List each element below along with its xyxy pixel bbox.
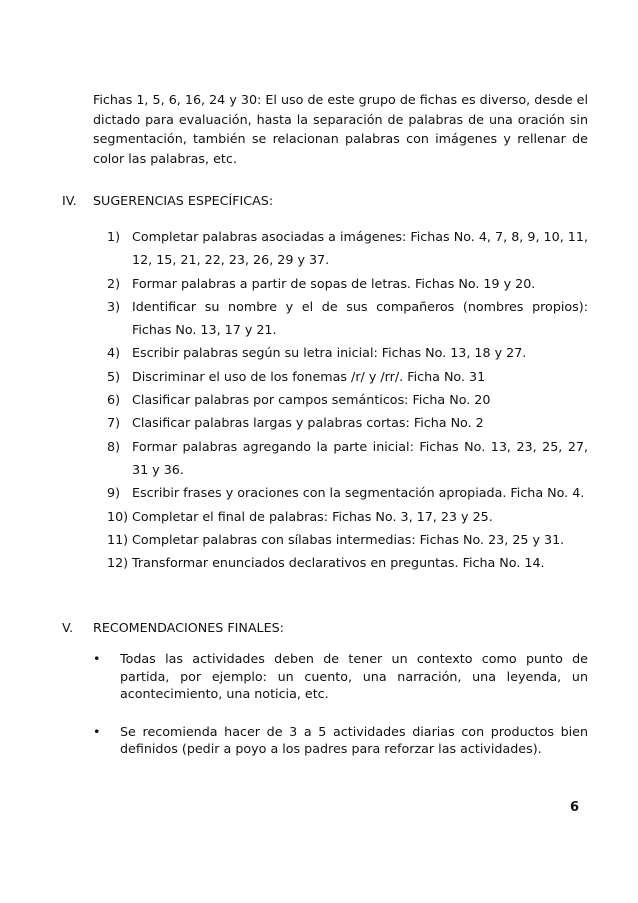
recommendations-list (93, 650, 588, 778)
bullet-item (93, 650, 588, 703)
list-item-text: Escribir palabras según su letra inicial: Fichas No. 13, 18 y 27. (132, 345, 527, 361)
list-item (107, 365, 588, 388)
list-item-text: Clasificar palabras por campos semánticos: Ficha No. 20 (132, 392, 491, 408)
list-item (107, 272, 588, 295)
list-item (107, 411, 588, 434)
list-item-text: Identificar su nombre y el de sus compañeros (nombres propios): Fichas No. 13, 17 y 21. (132, 298, 588, 338)
section-iv-title: SUGERENCIAS ESPECÍFICAS: (93, 193, 274, 208)
list-item (107, 341, 588, 364)
list-item (107, 528, 588, 551)
list-item-number: 3) (107, 298, 121, 314)
list-item (107, 435, 588, 482)
list-item-text: Discriminar el uso de los fonemas /r/ y /rr/. Ficha No. 31 (132, 368, 486, 384)
list-item-text: Completar palabras con sílabas intermedias: Fichas No. 23, 25 y 31. (132, 531, 565, 547)
list-item-number: 7) (107, 415, 121, 431)
section-v-title: RECOMENDACIONES FINALES: (93, 620, 284, 635)
list-item-number: 9) (107, 485, 121, 501)
list-item (107, 481, 588, 504)
list-item-text: Formar palabras a partir de sopas de letras. Fichas No. 19 y 20. (132, 275, 536, 291)
section-iv-number: IV. (62, 193, 77, 208)
list-item (107, 295, 588, 342)
list-item-number: 6) (107, 392, 121, 408)
list-item-number: 5) (107, 368, 121, 384)
list-item-text: Completar palabras asociadas a imágenes: Fichas No. 4, 7, 8, 9, 10, 11, 12, 15, 21, 22, 23, 26, 29 y 37. (132, 229, 588, 268)
list-item (107, 388, 588, 411)
list-item-number: 4) (107, 345, 121, 361)
list-item-text: Formar palabras agregando la parte inicial: Fichas No. 13, 23, 25, 27, 31 y 36. (132, 438, 588, 477)
bullet-text: Se recomienda hacer de 3 a 5 actividades diarias con productos bien definidos (pedir a poyo a los padres para reforzar las actividades). (120, 723, 588, 756)
suggestions-list (107, 225, 588, 574)
bullet-icon: • (93, 723, 101, 739)
list-item (107, 551, 588, 574)
list-item-text: Completar el final de palabras: Fichas No. 3, 17, 23 y 25. (132, 508, 493, 524)
page-number: 6 (570, 800, 580, 815)
list-item (107, 225, 588, 272)
list-item-number: 12) (107, 555, 129, 571)
list-item-number: 8) (107, 438, 121, 454)
list-item-number: 1) (107, 229, 121, 244)
bullet-icon: • (93, 651, 101, 666)
bullet-text: Todas las actividades deben de tener un contexto como punto de partida, por ejemplo: un cuento, una narración, una leyenda, un acontecimiento, una noticia, etc. (120, 651, 588, 701)
list-item (107, 505, 588, 528)
list-item-text: Clasificar palabras largas y palabras cortas: Ficha No. 2 (132, 415, 484, 431)
list-item-number: 11) (107, 531, 129, 547)
list-item-text: Escribir frases y oraciones con la segmentación apropiada. Ficha No. 4. (132, 485, 585, 501)
list-item-text: Transformar enunciados declarativos en preguntas. Ficha No. 14. (132, 555, 545, 571)
intro-paragraph: Fichas 1, 5, 6, 16, 24 y 30: El uso de este grupo de fichas es diverso, desde el dictado para evaluación, hasta la separación de palabras de una oración sin segmentación, también se relacionan palabras con imágenes y rellenar de color las palabras, etc. (93, 92, 588, 166)
bullet-item (93, 723, 588, 758)
section-v-number: V. (62, 620, 74, 635)
list-item-number: 2) (107, 275, 121, 291)
list-item-number: 10) (107, 508, 129, 524)
